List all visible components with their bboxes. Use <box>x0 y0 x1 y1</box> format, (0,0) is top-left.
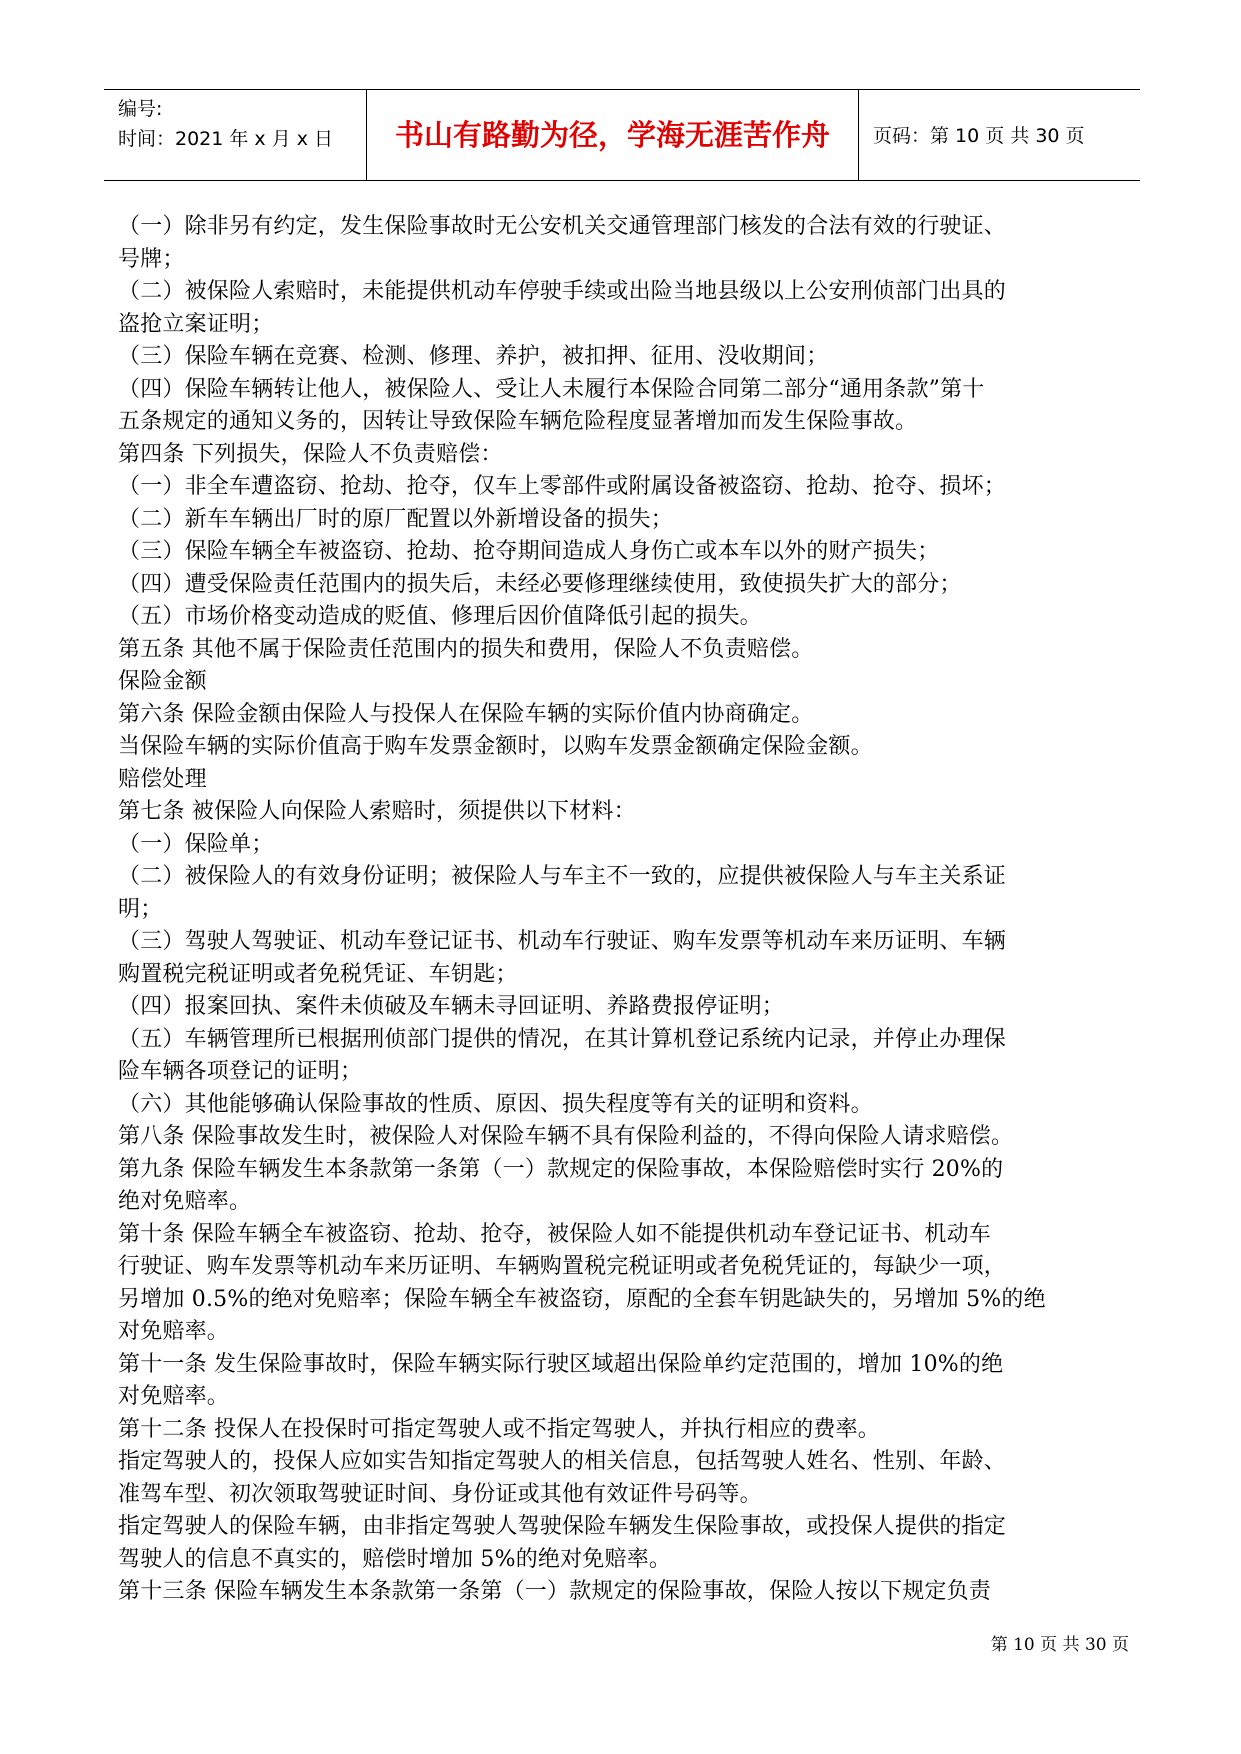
text-line: 第六条 保险金额由保险人与投保人在保险车辆的实际价值内协商确定。 <box>118 701 814 727</box>
text-line: 盗抢立案证明； <box>118 311 274 337</box>
text-line: 指定驾驶人的保险车辆，由非指定驾驶人驾驶保险车辆发生保险事故，或投保人提供的指定 <box>118 1514 1007 1539</box>
text-line: 第八条 保险事故发生时，被保险人对保险车辆不具有保险利益的，不得向保险人请求赔偿。 <box>118 1124 1014 1149</box>
text-line: （一）保险单； <box>118 831 274 857</box>
text-line: 绝对免赔率。 <box>118 1189 252 1214</box>
text-line: 第五条 其他不属于保险责任范围内的损失和费用，保险人不负责赔偿。 <box>118 636 814 662</box>
text-line: （六）其他能够确认保险事故的性质、原因、损失程度等有关的证明和资料。 <box>118 1091 873 1117</box>
header-meta <box>104 90 367 180</box>
page-header <box>104 89 1140 181</box>
text-line: （二）被保险人的有效身份证明；被保险人与车主不一致的，应提供被保险人与车主关系证 <box>118 864 1007 889</box>
text-line: 号牌； <box>118 246 185 272</box>
text-line: 购置税完税证明或者免税凭证、车钥匙； <box>118 961 518 987</box>
text-line: 对免赔率。 <box>118 1384 230 1409</box>
time-label: 时间：2021 年 x 月 x 日 <box>118 128 334 150</box>
text-line: （一）除非另有约定，发生保险事故时无公安机关交通管理部门核发的合法有效的行驶证、 <box>118 214 1007 239</box>
text-line: 指定驾驶人的，投保人应如实告知指定驾驶人的相关信息，包括驾驶人姓名、性别、年龄、 <box>118 1449 1007 1474</box>
text-line: 第十三条 保险车辆发生本条款第一条第（一）款规定的保险事故，保险人按以下规定负责 <box>118 1579 991 1604</box>
text-line: 第十一条 发生保险事故时，保险车辆实际行驶区域超出保险单约定范围的，增加 10%的绝 <box>118 1351 1004 1377</box>
text-line: （四）报案回执、案件未侦破及车辆未寻回证明、养路费报停证明； <box>118 994 785 1019</box>
text-line: 赔偿处理 <box>118 766 207 792</box>
text-line: 行驶证、购车发票等机动车来历证明、车辆购置税完税证明或者免税凭证的，每缺少一项， <box>118 1254 1007 1279</box>
text-line: （五）车辆管理所已根据刑侦部门提供的情况，在其计算机登记系统内记录，并停止办理保 <box>118 1026 1007 1052</box>
text-line: 保险金额 <box>118 669 207 694</box>
serial-label: 编号: <box>118 98 163 120</box>
text-line: （二）新车车辆出厂时的原厂配置以外新增设备的损失； <box>118 506 674 532</box>
text-line: 五条规定的通知义务的，因转让导致保险车辆危险程度显著增加而发生保险事故。 <box>118 409 918 434</box>
document-body <box>118 211 1130 1609</box>
text-line: （三）驾驶人驾驶证、机动车登记证书、机动车行驶证、购车发票等机动车来历证明、车辆 <box>118 929 1007 954</box>
page-footer: 第 10 页 共 30 页 <box>990 1635 1129 1655</box>
text-line: 对免赔率。 <box>118 1319 230 1344</box>
text-line: 准驾车型、初次领取驾驶证时间、身份证或其他有效证件号码等。 <box>118 1481 762 1507</box>
text-line: 另增加 0.5%的绝对免赔率；保险车辆全车被盗窃，原配的全套车钥匙缺失的，另增加 5%的绝 <box>118 1286 1046 1312</box>
text-line: （三）保险车辆在竞赛、检测、修理、养护，被扣押、征用、没收期间； <box>118 344 829 369</box>
text-line: 第七条 被保险人向保险人索赔时，须提供以下材料： <box>118 799 636 824</box>
text-line: （二）被保险人索赔时，未能提供机动车停驶手续或出险当地县级以上公安刑侦部门出具的 <box>118 279 1007 304</box>
text-line: （五）市场价格变动造成的贬值、修理后因价值降低引起的损失。 <box>118 604 762 629</box>
text-line: （三）保险车辆全车被盗窃、抢劫、抢夺期间造成人身伤亡或本车以外的财产损失； <box>118 539 940 564</box>
text-line: （一）非全车遭盗窃、抢劫、抢夺，仅车上零部件或附属设备被盗窃、抢劫、抢夺、损坏； <box>118 474 1007 499</box>
text-line: 明； <box>118 896 163 922</box>
text-line: 驾驶人的信息不真实的，赔偿时增加 5%的绝对免赔率。 <box>118 1546 672 1572</box>
text-line: 当保险车辆的实际价值高于购车发票金额时，以购车发票金额确定保险金额。 <box>118 734 873 759</box>
header-motto <box>367 90 859 180</box>
motto-text: 书山有路勤为径，学海无涯苦作舟 <box>394 117 830 152</box>
text-line: 第十条 保险车辆全车被盗窃、抢劫、抢夺，被保险人如不能提供机动车登记证书、机动车 <box>118 1221 991 1247</box>
text-line: （四）保险车辆转让他人，被保险人、受让人未履行本保险合同第二部分“通用条款”第十 <box>118 376 985 402</box>
text-line: 第九条 保险车辆发生本条款第一条第（一）款规定的保险事故，本保险赔偿时实行 20%的 <box>118 1156 1004 1182</box>
text-line: 第四条 下列损失，保险人不负责赔偿： <box>118 441 503 467</box>
text-line: 险车辆各项登记的证明； <box>118 1059 363 1084</box>
text-line: （四）遭受保险责任范围内的损失后，未经必要修理继续使用，致使损失扩大的部分； <box>118 571 962 597</box>
header-page-info <box>859 90 1140 180</box>
page-label: 页码：第 10 页 共 30 页 <box>873 124 1085 147</box>
text-line: 第十二条 投保人在投保时可指定驾驶人或不指定驾驶人，并执行相应的费率。 <box>118 1416 880 1442</box>
